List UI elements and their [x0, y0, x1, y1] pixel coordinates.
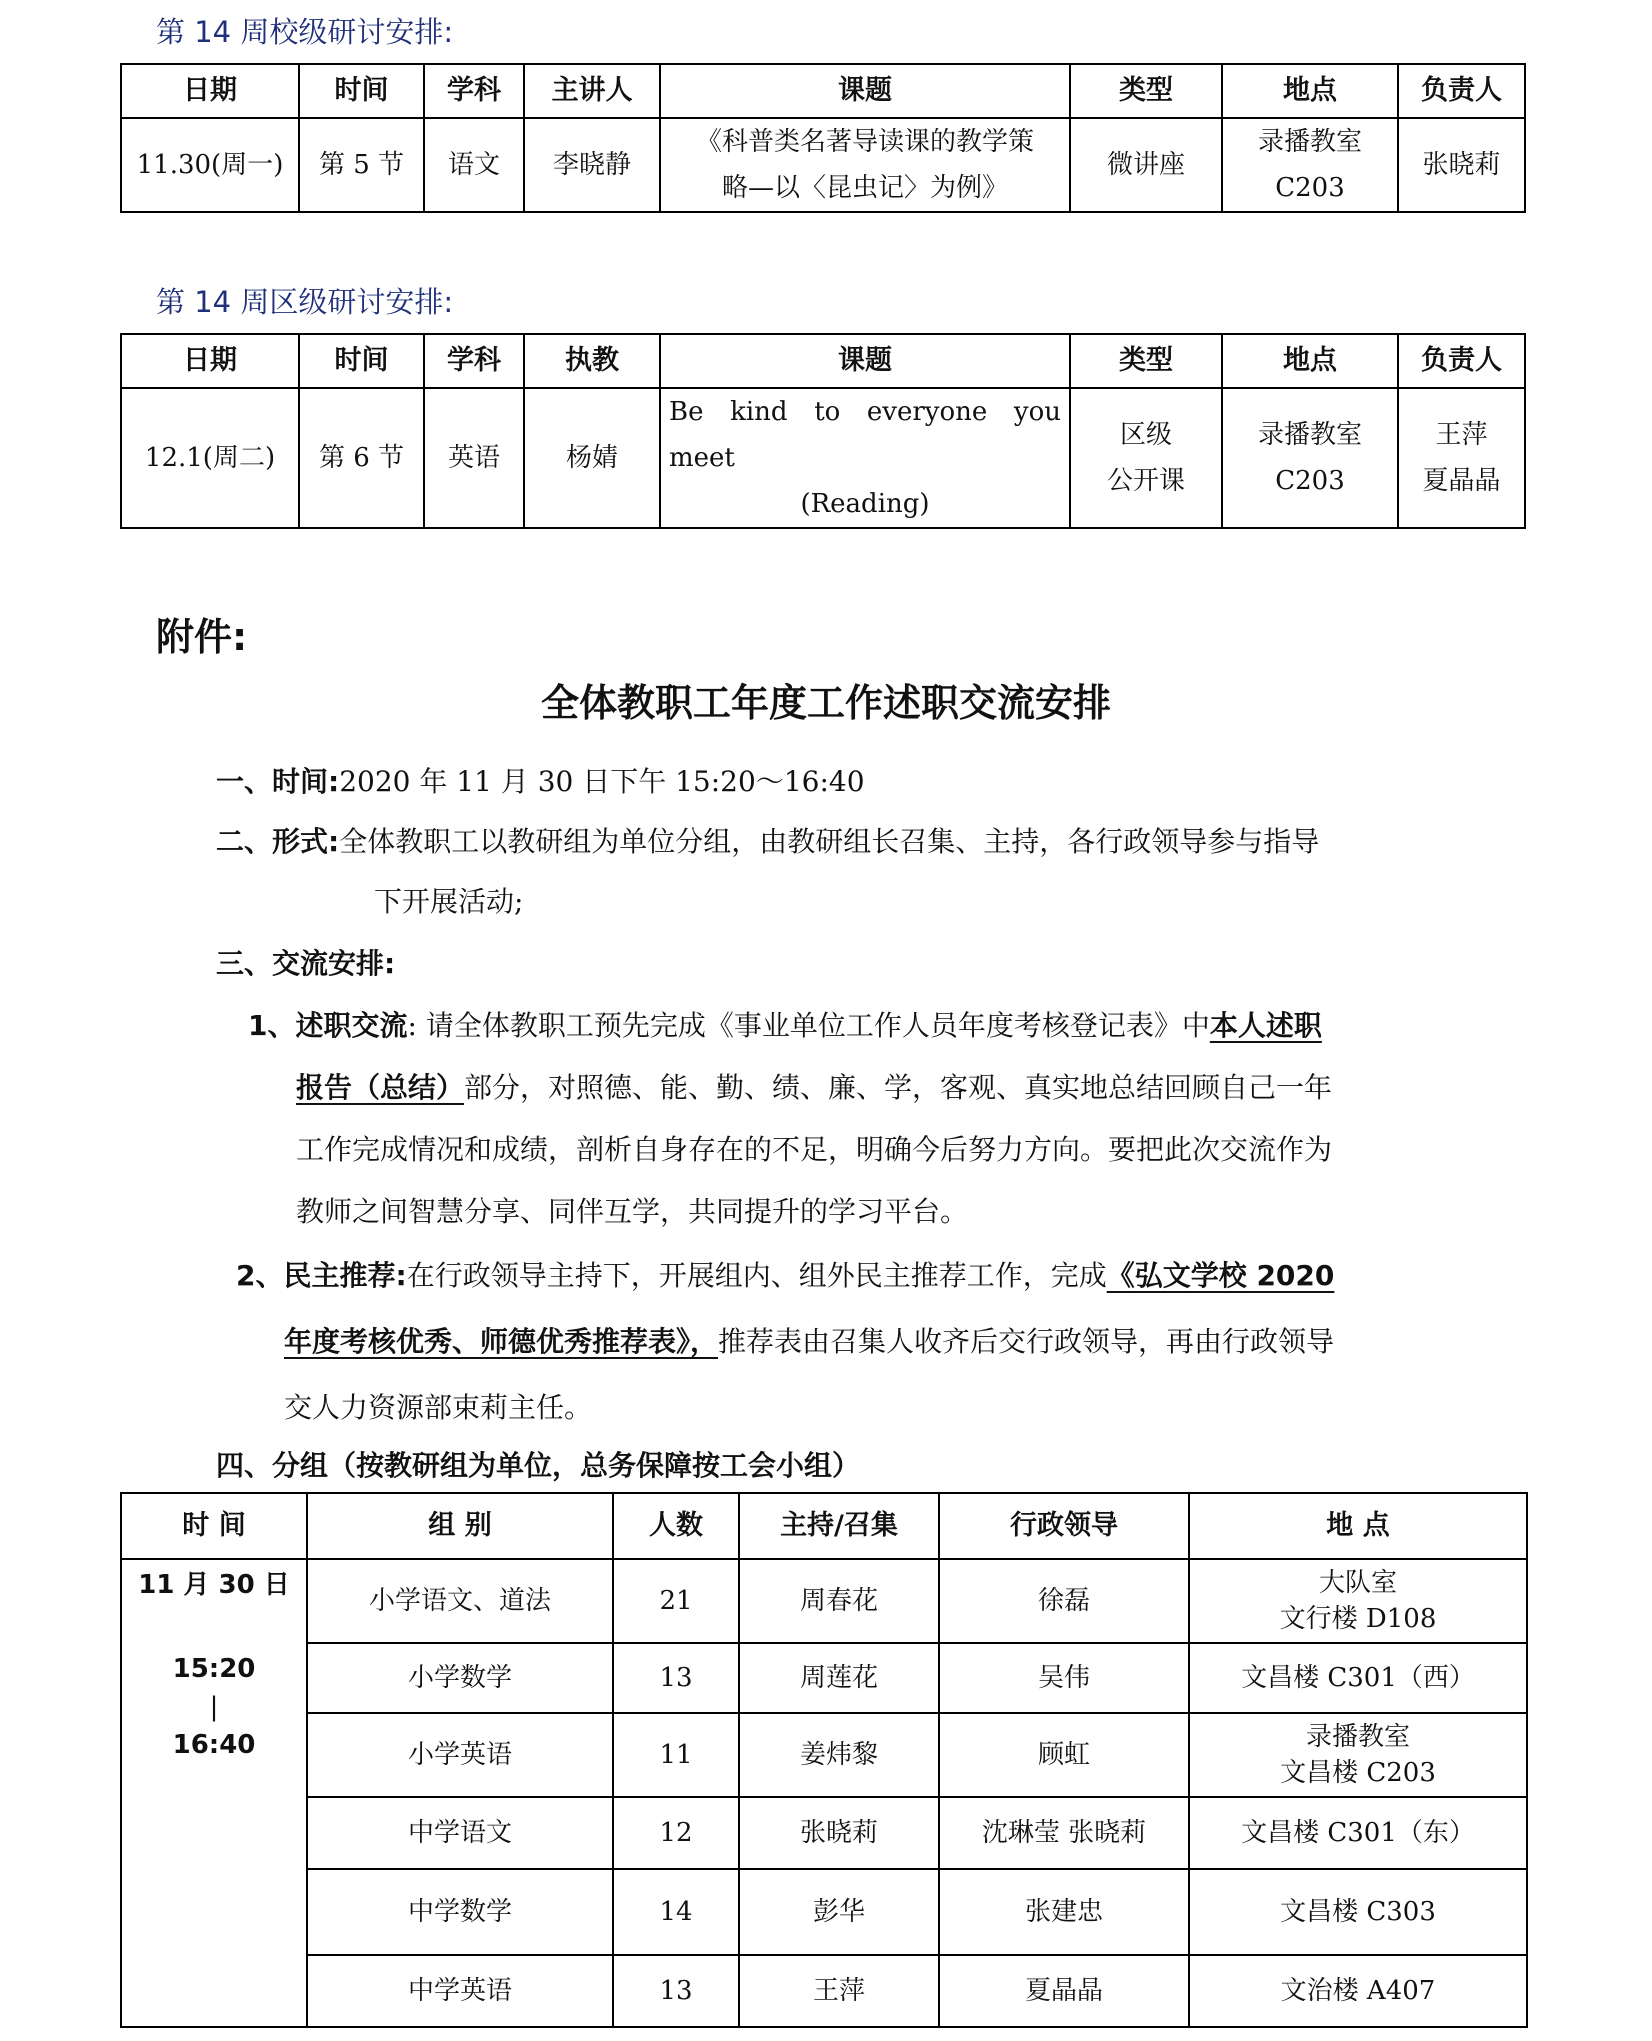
topic-line: 《科普类名著导读课的教学策 — [695, 127, 1034, 157]
cell-leader: 沈琳莹 张晓莉 — [939, 1797, 1189, 1869]
location-line: 录播教室 — [1257, 420, 1362, 450]
cell-count: 21 — [613, 1559, 739, 1643]
item2-line3: 交人力资源部束莉主任。 — [284, 1391, 593, 1424]
item1-line3: 工作完成情况和成绩，剖析自身存在的不足，明确今后努力方向。要把此次交流作为 — [296, 1133, 1333, 1166]
item2-line2 — [284, 1322, 1334, 1362]
header-owner: 负责人 — [1398, 64, 1525, 118]
item1-underline: 本人述职 — [1209, 1009, 1322, 1042]
owner-line: 夏晶晶 — [1422, 466, 1501, 496]
header-topic: 课题 — [660, 334, 1070, 388]
item1-label: 1、述职交流 — [248, 1009, 408, 1042]
cell-host: 张晓莉 — [739, 1797, 939, 1869]
header-leader: 行政领导 — [939, 1493, 1189, 1559]
location-line: C203 — [1275, 466, 1345, 496]
cell-period: 第 6 节 — [299, 388, 424, 528]
place-line: 文昌楼 C203 — [1280, 1758, 1436, 1788]
header-teacher: 执教 — [524, 334, 660, 388]
groups-table — [120, 1492, 1528, 2028]
header-owner: 负责人 — [1398, 334, 1525, 388]
time-date: 11 月 30 日 — [138, 1570, 290, 1600]
cell-group: 小学英语 — [307, 1713, 613, 1797]
cell-host: 周春花 — [739, 1559, 939, 1643]
cell-topic — [660, 118, 1070, 212]
time-value: 2020 年 11 月 30 日下午 15:20～16:40 — [339, 765, 865, 798]
form-paragraph — [216, 822, 1319, 862]
cell-group: 小学语文、道法 — [307, 1559, 613, 1643]
cell-count: 13 — [613, 1643, 739, 1713]
owner-line: 王萍 — [1435, 420, 1488, 450]
cell-subject: 英语 — [424, 388, 524, 528]
type-line: 公开课 — [1106, 466, 1185, 496]
item2-text: 在行政领导主持下，开展组内、组外民主推荐工作，完成 — [406, 1259, 1107, 1292]
cell-type: 微讲座 — [1070, 118, 1222, 212]
header-time: 时间 — [299, 334, 424, 388]
cell-place — [1189, 1559, 1527, 1643]
item1-line4: 教师之间智慧分享、同伴互学，共同提升的学习平台。 — [296, 1195, 969, 1228]
header-place: 地 点 — [1189, 1493, 1527, 1559]
header-date: 日期 — [121, 334, 299, 388]
cell-group: 小学数学 — [307, 1643, 613, 1713]
cell-type — [1070, 388, 1222, 528]
district-schedule-table — [120, 333, 1526, 529]
time-end: 16:40 — [172, 1730, 256, 1760]
cell-location — [1222, 388, 1398, 528]
cell-leader: 吴伟 — [939, 1643, 1189, 1713]
item2-line1 — [236, 1256, 1334, 1296]
type-line: 区级 — [1119, 420, 1172, 450]
table-row — [121, 1559, 1527, 1643]
table-row — [121, 1797, 1527, 1869]
document-title: 全体教职工年度工作述职交流安排 — [540, 681, 1111, 725]
cell-host: 王萍 — [739, 1955, 939, 2027]
time-separator: | — [209, 1692, 219, 1722]
header-location: 地点 — [1222, 334, 1398, 388]
cell-owner — [1398, 388, 1525, 528]
cell-date: 11.30(周一) — [121, 118, 299, 212]
header-subject: 学科 — [424, 64, 524, 118]
cell-topic — [660, 388, 1070, 528]
header-count: 人数 — [613, 1493, 739, 1559]
header-group: 组 别 — [307, 1493, 613, 1559]
table-row — [121, 118, 1525, 212]
cell-group: 中学英语 — [307, 1955, 613, 2027]
topic-line: 略—以〈昆虫记〉为例》 — [721, 173, 1008, 203]
cell-host: 周莲花 — [739, 1643, 939, 1713]
cell-host: 姜炜黎 — [739, 1713, 939, 1797]
header-topic: 课题 — [660, 64, 1070, 118]
cell-count: 12 — [613, 1797, 739, 1869]
item1-line2 — [296, 1068, 1332, 1108]
cell-leader: 夏晶晶 — [939, 1955, 1189, 2027]
school-section-title: 第 14 周校级研讨安排: — [156, 15, 454, 49]
item1-text: : 请全体教职工预先完成《事业单位工作人员年度考核登记表》中 — [407, 1009, 1210, 1042]
cell-time — [121, 1559, 307, 2027]
table-header-row — [121, 64, 1525, 118]
cell-subject: 语文 — [424, 118, 524, 212]
arrange-label: 三、交流安排: — [216, 947, 396, 980]
header-type: 类型 — [1070, 64, 1222, 118]
header-host: 主持/召集 — [739, 1493, 939, 1559]
item2-text: 推荐表由召集人收齐后交行政领导，再由行政领导 — [718, 1325, 1335, 1358]
item1-underline: 报告（总结） — [296, 1071, 465, 1104]
cell-place: 文昌楼 C301（西） — [1189, 1643, 1527, 1713]
school-schedule-table — [120, 63, 1526, 213]
item1-line1 — [248, 1006, 1322, 1046]
form-paragraph-cont: 下开展活动; — [374, 885, 524, 918]
place-line: 大队室 — [1318, 1568, 1397, 1598]
table-row — [121, 388, 1525, 528]
cell-owner: 张晓莉 — [1398, 118, 1525, 212]
cell-leader: 顾虹 — [939, 1713, 1189, 1797]
group-label: 四、分组（按教研组为单位，总务保障按工会小组） — [216, 1449, 861, 1482]
header-location: 地点 — [1222, 64, 1398, 118]
location-line: 录播教室 — [1257, 127, 1362, 157]
cell-leader: 徐磊 — [939, 1559, 1189, 1643]
cell-date: 12.1(周二) — [121, 388, 299, 528]
cell-count: 13 — [613, 1955, 739, 2027]
cell-group: 中学数学 — [307, 1869, 613, 1955]
place-line: 录播教室 — [1305, 1722, 1410, 1752]
cell-place — [1189, 1713, 1527, 1797]
cell-leader: 张建忠 — [939, 1869, 1189, 1955]
cell-period: 第 5 节 — [299, 118, 424, 212]
header-time: 时间 — [299, 64, 424, 118]
cell-place: 文治楼 A407 — [1189, 1955, 1527, 2027]
header-date: 日期 — [121, 64, 299, 118]
topic-line: Be kind to everyone you meet — [669, 397, 1061, 473]
item2-underline: 年度考核优秀、师德优秀推荐表》， — [284, 1325, 719, 1358]
cell-count: 14 — [613, 1869, 739, 1955]
attachment-label: 附件: — [156, 615, 248, 659]
header-speaker: 主讲人 — [524, 64, 660, 118]
cell-count: 11 — [613, 1713, 739, 1797]
time-start: 15:20 — [172, 1654, 256, 1684]
cell-location — [1222, 118, 1398, 212]
item1-text: 部分，对照德、能、勤、绩、廉、学，客观、真实地总结回顾自己一年 — [464, 1071, 1333, 1104]
time-paragraph — [216, 762, 865, 802]
header-time: 时 间 — [121, 1493, 307, 1559]
table-row — [121, 1869, 1527, 1955]
district-section-title: 第 14 周区级研讨安排: — [156, 285, 454, 319]
form-label: 二、形式: — [216, 825, 340, 858]
topic-line: (Reading) — [800, 489, 930, 519]
cell-host: 彭华 — [739, 1869, 939, 1955]
table-header-row — [121, 334, 1525, 388]
time-label: 一、时间: — [216, 765, 340, 798]
cell-teacher: 杨婧 — [524, 388, 660, 528]
cell-speaker: 李晓静 — [524, 118, 660, 212]
form-text: 全体教职工以教研组为单位分组，由教研组长召集、主持，各行政领导参与指导 — [339, 825, 1320, 858]
item2-label: 2、民主推荐: — [236, 1259, 407, 1292]
table-row — [121, 1713, 1527, 1797]
header-subject: 学科 — [424, 334, 524, 388]
place-line: 文行楼 D108 — [1279, 1604, 1437, 1634]
header-type: 类型 — [1070, 334, 1222, 388]
item2-underline: 《弘文学校 2020 — [1106, 1259, 1335, 1292]
table-header-row — [121, 1493, 1527, 1559]
cell-group: 中学语文 — [307, 1797, 613, 1869]
cell-place: 文昌楼 C303 — [1189, 1869, 1527, 1955]
table-row — [121, 1643, 1527, 1713]
cell-place: 文昌楼 C301（东） — [1189, 1797, 1527, 1869]
location-line: C203 — [1275, 173, 1345, 203]
table-row — [121, 1955, 1527, 2027]
